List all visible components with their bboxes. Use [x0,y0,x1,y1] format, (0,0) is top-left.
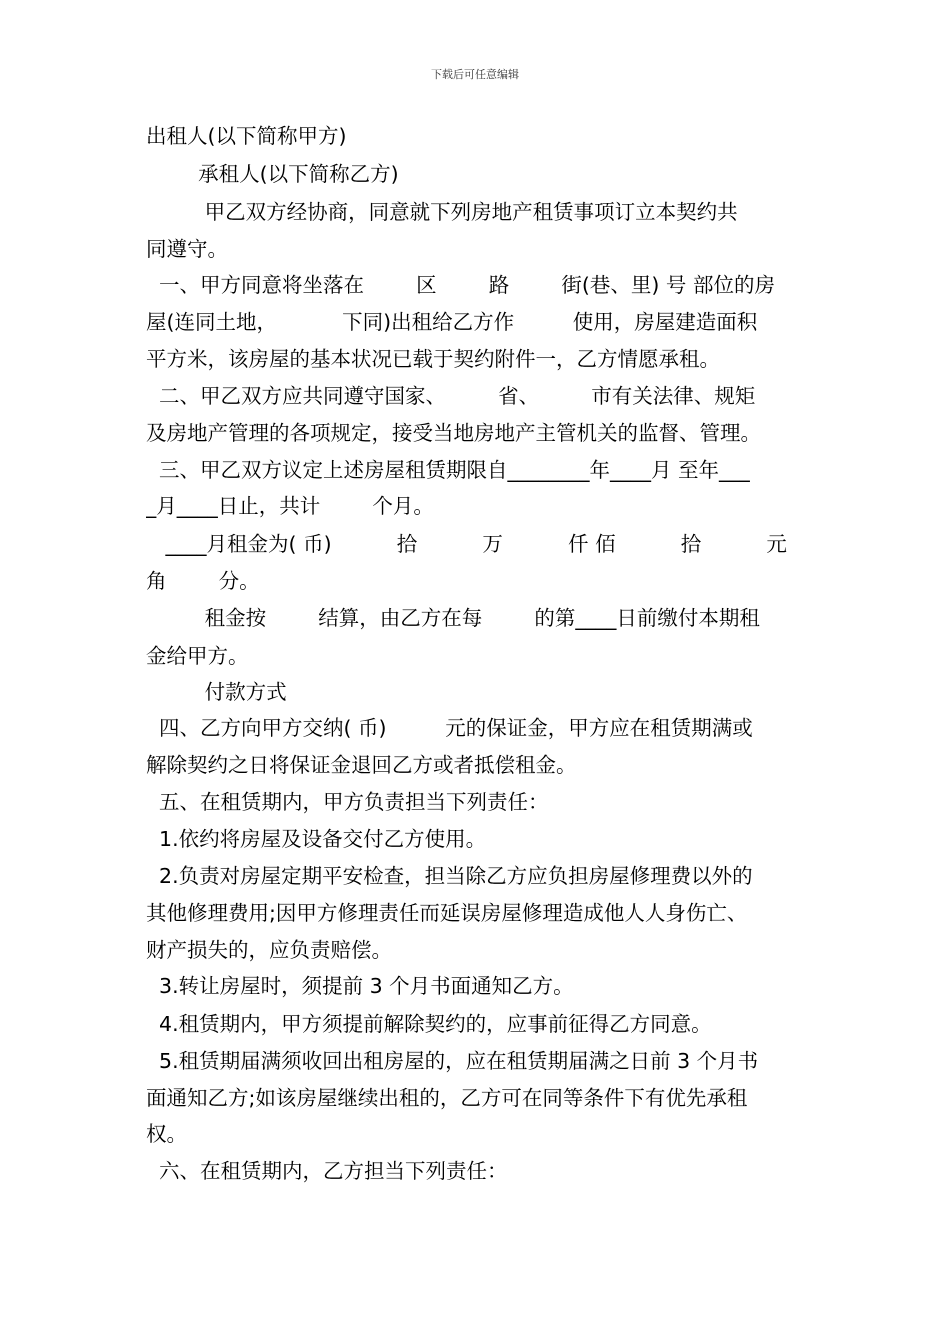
text-line: 五、在租赁期内，甲方负责担当下列责任： [146,790,549,814]
text-line: 权。 [146,1122,187,1146]
text-line: 3.转让房屋时，须提前 3 个月书面通知乙方。 [146,974,574,998]
text-line: _月____日止，共计 个月。 [146,494,434,518]
text-line: 4.租赁期内，甲方须提前解除契约的，应事前征得乙方同意。 [146,1012,712,1036]
text-line: 角 分。 [146,569,260,593]
text-line: 同遵守。 [146,237,228,261]
text-line: 金给甲方。 [146,644,249,668]
text-line: 出租人(以下简称甲方) [146,124,347,148]
text-line: 财产损失的，应负责赔偿。 [146,938,392,962]
text-line: 一、甲方同意将坐落在 区 路 街(巷、里) 号 部位的房 [146,273,775,297]
text-line: 四、乙方向甲方交纳( 币) 元的保证金，甲方应在租赁期满或 [146,716,753,740]
text-line: 甲乙双方经协商，同意就下列房地产租赁事项订立本契约共 [146,200,738,224]
text-line: 三、甲乙双方议定上述房屋租赁期限自________年____月 至年___ [146,458,750,482]
text-line: 二、甲乙双方应共同遵守国家、 省、 市有关法律、规矩 [146,384,756,408]
text-line: 付款方式 [146,680,287,704]
text-line: 承租人(以下简称乙方) [146,162,399,186]
text-line: 1.依约将房屋及设备交付乙方使用。 [146,827,487,851]
text-line: 屋(连同土地， 下同)出租给乙方作 使用，房屋建造面积 [146,310,758,334]
text-line: 平方米，该房屋的基本状况已载于契约附件一，乙方情愿承租。 [146,347,720,371]
text-line: ____月租金为( 币) 拾 万 仟 佰 拾 元 [146,532,787,556]
page-header: 下载后可任意编辑 [431,68,519,81]
text-line: 及房地产管理的各项规定，接受当地房地产主管机关的监督、管理。 [146,421,761,445]
text-line: 面通知乙方;如该房屋继续出租的，乙方可在同等条件下有优先承租 [146,1086,748,1110]
text-line: 六、在租赁期内，乙方担当下列责任： [146,1159,508,1183]
text-line: 其他修理费用;因甲方修理责任而延误房屋修理造成他人人身伤亡、 [146,901,748,925]
text-line: 2.负责对房屋定期平安检查，担当除乙方应负担房屋修理费以外的 [146,864,753,888]
text-line: 租金按 结算，由乙方在每 的第____日前缴付本期租 [146,606,760,630]
text-line: 5.租赁期届满须收回出租房屋的，应在租赁期届满之日前 3 个月书 [146,1049,759,1073]
text-line: 解除契约之日将保证金退回乙方或者抵偿租金。 [146,753,577,777]
